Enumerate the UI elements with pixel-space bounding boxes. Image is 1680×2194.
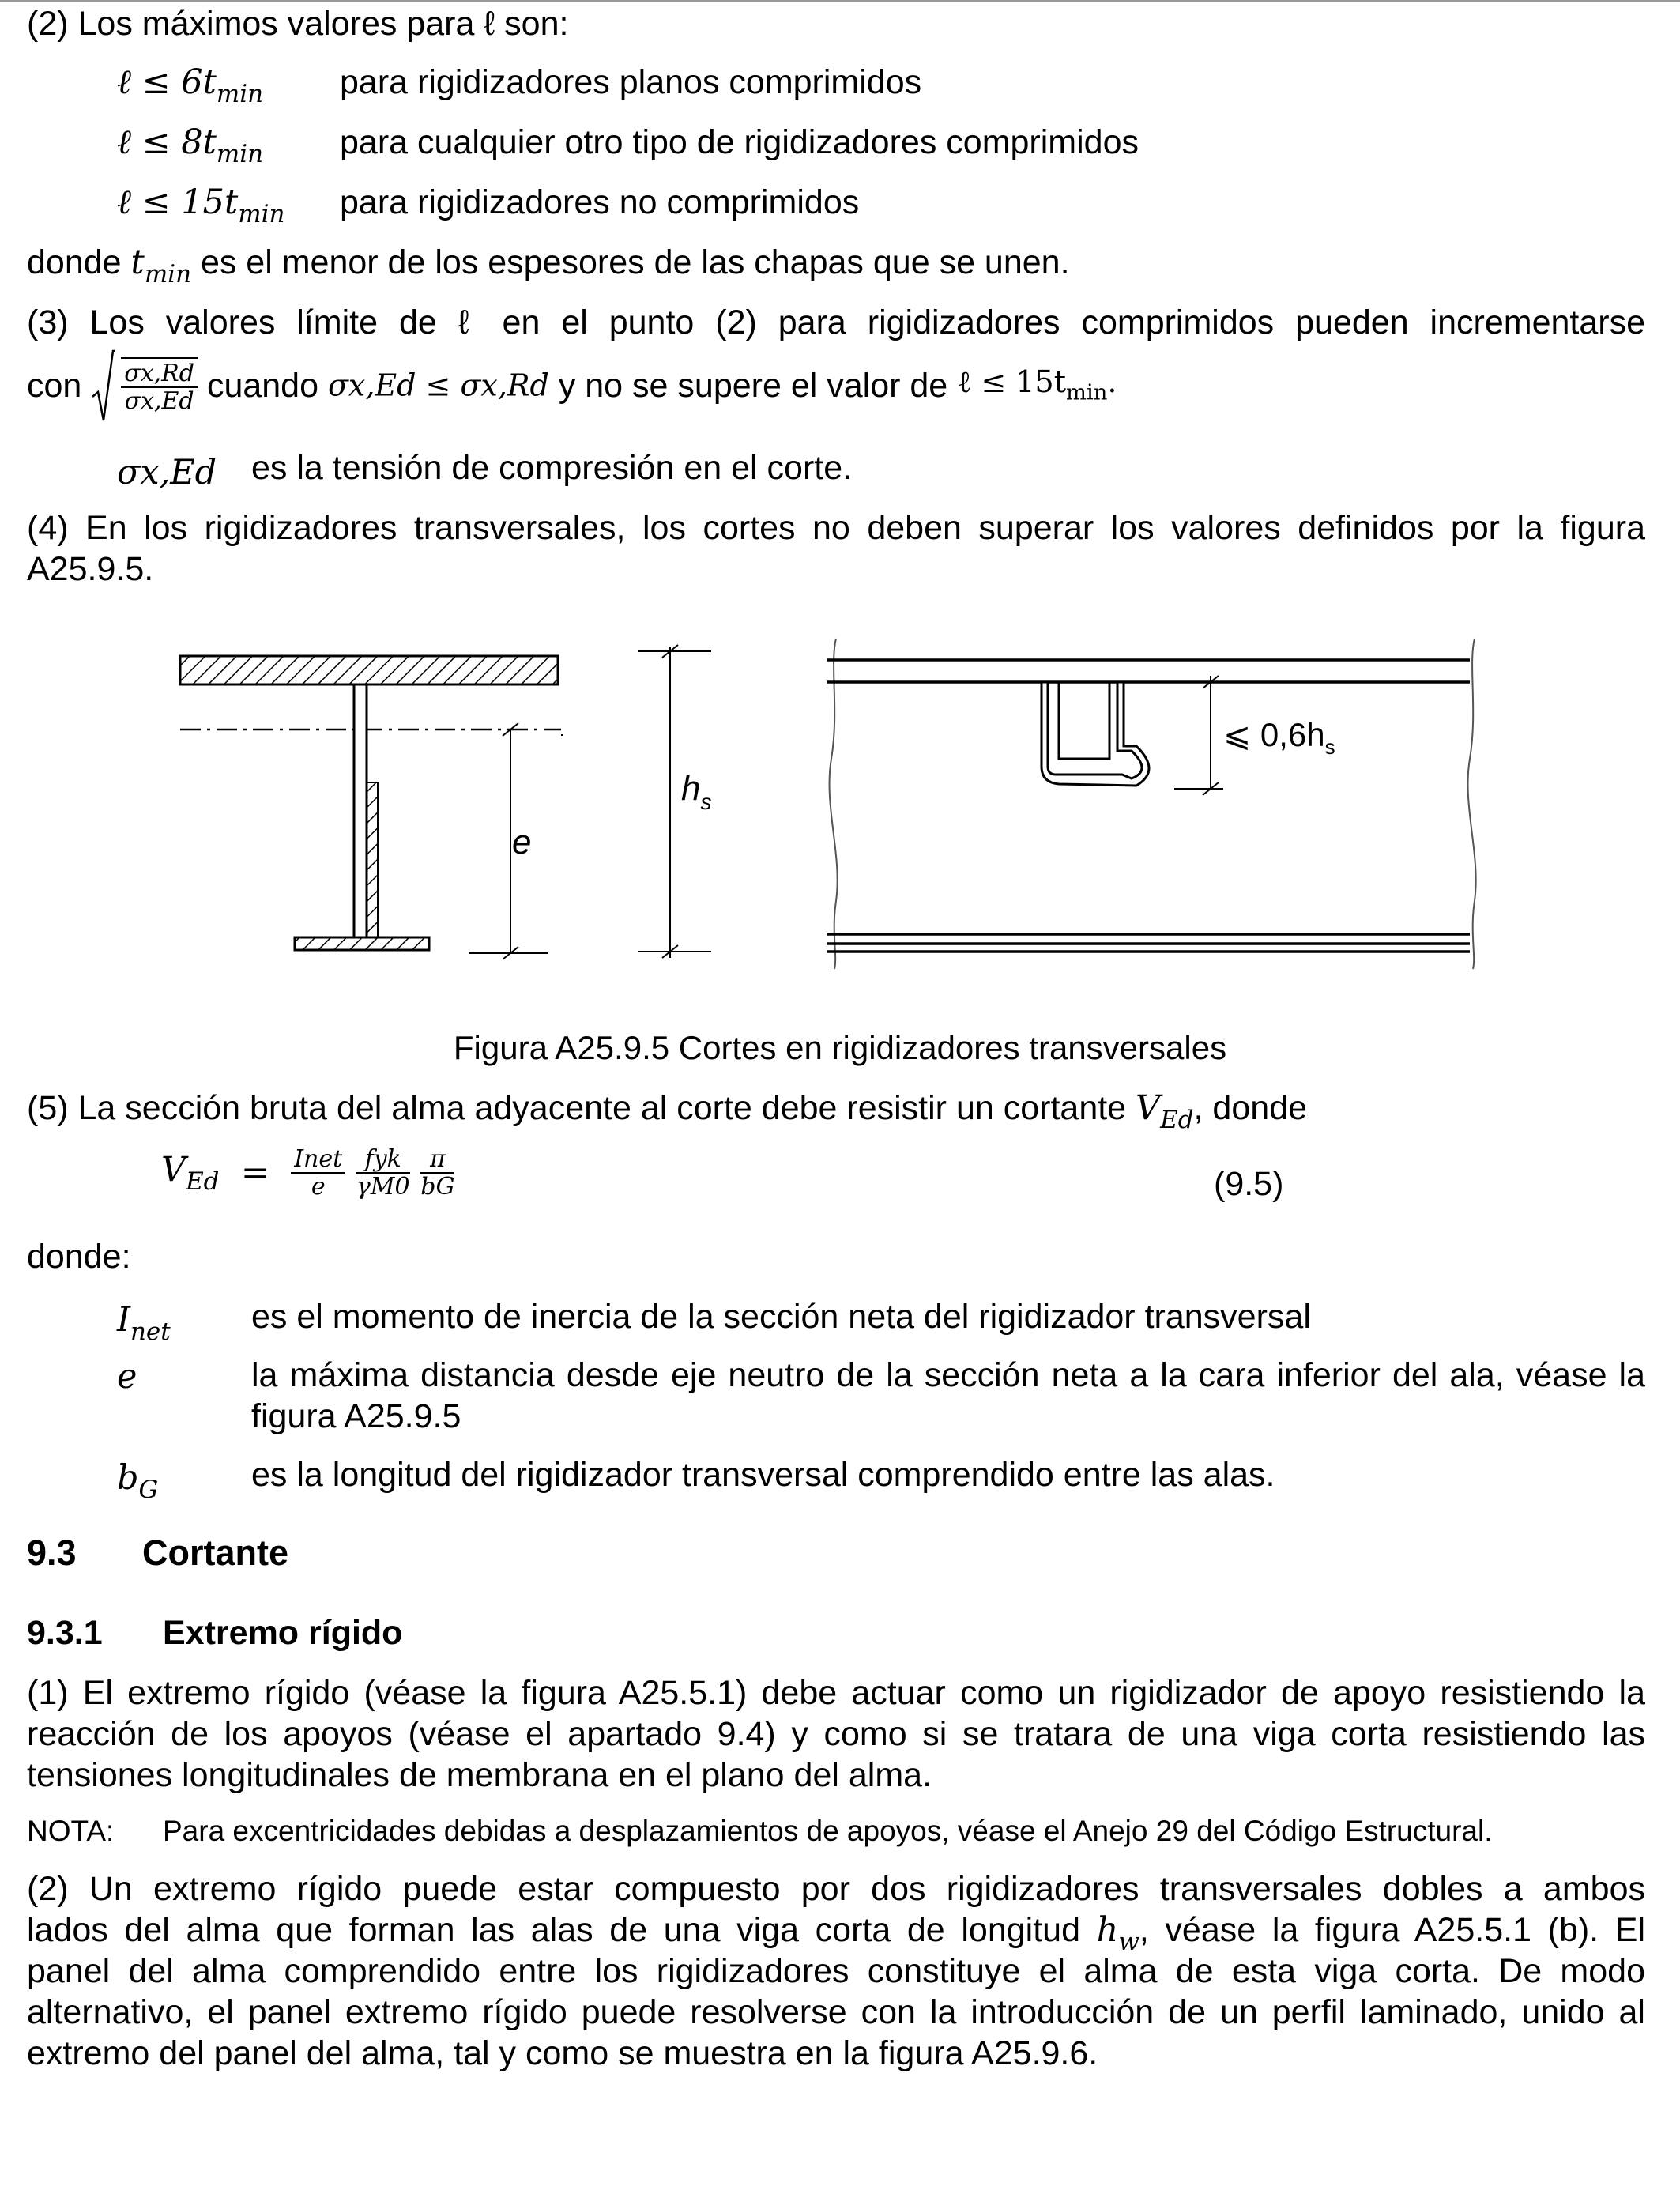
p2-text-3: para rigidizadores no comprimidos (340, 183, 860, 221)
p2b-line1: (2) Un extremo rígido puede estar compuesto por dos rigidizadores transversales dobles a ambos (27, 1870, 1645, 1908)
p3-def-symbol: σx,Ed (117, 453, 217, 492)
p1b-line2: reacción de los apoyos (véase el apartado 9.4) y como si se tratara de una viga corta resistiendo las (27, 1715, 1645, 1753)
subsection-number: 9.3.1 (27, 1614, 103, 1652)
web-elevation-drawing (827, 639, 1476, 969)
def-symbol-inet: $I_{net}$ (117, 1300, 171, 1346)
p2b-line5: extremo del panel del alma, tal y como se muestra en la figura A25.9.6. (27, 2034, 1098, 2072)
nota-text: Para excentricidades debidas a desplazamientos de apoyos, véase el Anejo 29 del Código Estructural. (163, 1815, 1493, 1847)
section-number: 9.3 (27, 1532, 77, 1573)
figure-label-limit: ⩽ $0,6h_s$ (1223, 716, 1335, 759)
page-top-rule (0, 0, 1680, 2)
p3-def-text: es la tensión de compresión en el corte. (251, 449, 853, 487)
subsection-title: Extremo rígido (163, 1614, 403, 1652)
p4-line2: A25.9.5. (27, 550, 154, 588)
sqrt-fraction (91, 348, 198, 424)
figure-stiffener-cuts (0, 616, 1680, 988)
def-symbol-bg: $b_G$ (117, 1458, 159, 1504)
sqrt-sign (91, 348, 115, 424)
p2-formula-3: ℓ ≤ $15t_{min}$ (117, 183, 285, 228)
def-text-e-line1: la máxima distancia desde eje neutro de la sección neta a la cara inferior del ala, véase la (251, 1356, 1645, 1394)
def-symbol-e: e (117, 1357, 137, 1397)
figure-label-hs: $h_s$ (681, 769, 712, 814)
p5-text: (5) La sección bruta del alma adyacente al corte debe resistir un cortante $V_{Ed}$, donde (27, 1088, 1307, 1134)
p2-text-2: para cualquier otro tipo de rigidizadores comprimidos (340, 123, 1139, 161)
p1b-line3: tensiones longitudinales de membrana en el plano del alma. (27, 1756, 932, 1794)
equation-9-5: $V_{Ed}$ = $\frac{\text{Inet}}{e}$ $\frac{\text{fyk}}{\gamma M0}$ $\frac{\pi}{bG}$ (161, 1145, 455, 1201)
p2b-line3: panel del alma comprendido entre los rigidizadores constituye el alma de esta viga corta. De modo (27, 1952, 1645, 1990)
figure-label-e: e (512, 823, 532, 861)
equation-number: (9.5) (1214, 1165, 1284, 1203)
p3-line1: (3) Los valores límite de ℓ en el punto (2) para rigidizadores comprimidos pueden incrementarse (27, 303, 1645, 341)
p5-donde: donde: (27, 1238, 131, 1276)
p1b-line1: (1) El extremo rígido (véase la figura A25.5.1) debe actuar como un rigidizador de apoyo resistiendo la (27, 1674, 1645, 1712)
p2-heading: (2) Los máximos valores para ℓ son: (27, 5, 569, 43)
p2-formula-2: ℓ ≤ $8t_{min}$ (117, 123, 264, 168)
nota-label: NOTA: (27, 1815, 115, 1847)
i-section-drawing (180, 656, 563, 959)
sigma-fraction: $\frac{\sigma x,Rd}{\sigma x,Ed}$ (121, 357, 198, 414)
section-title: Cortante (142, 1532, 289, 1573)
p2-donde: donde $t_{min}$ es el menor de los espesores de las chapas que se unen. (27, 243, 1070, 288)
p2b-line4: alternativo, el panel extremo rígido puede resolverse con la introducción de un perfil laminado, unido al (27, 1993, 1645, 2031)
def-text-e-line2: figura A25.9.5 (251, 1397, 461, 1435)
p4-line1: (4) En los rigidizadores transversales, los cortes no deben superar los valores definidos por la figura (27, 509, 1645, 547)
def-text-inet: es el momento de inercia de la sección neta del rigidizador transversal (251, 1298, 1311, 1336)
figure-caption: Figura A25.9.5 Cortes en rigidizadores transversales (453, 1029, 1227, 1066)
p2b-line2: lados del alma que forman las alas de una viga corta de longitud $h_w$, véase la figura A25.5.1 (b). El (27, 1910, 1645, 1956)
p3-line2: con $\frac{\sigma x,Rd}{\sigma x,Ed}$ cuando σx,Ed ≤ σx,Rd y no se supere el valor de ℓ ≤ $15t_{min}$. (27, 348, 1117, 427)
def-text-bg: es la longitud del rigidizador transversal comprendido entre las alas. (251, 1456, 1275, 1494)
p2-formula-1: ℓ ≤ $6t_{min}$ (117, 62, 264, 108)
p2-text-1: para rigidizadores planos comprimidos (340, 63, 922, 101)
